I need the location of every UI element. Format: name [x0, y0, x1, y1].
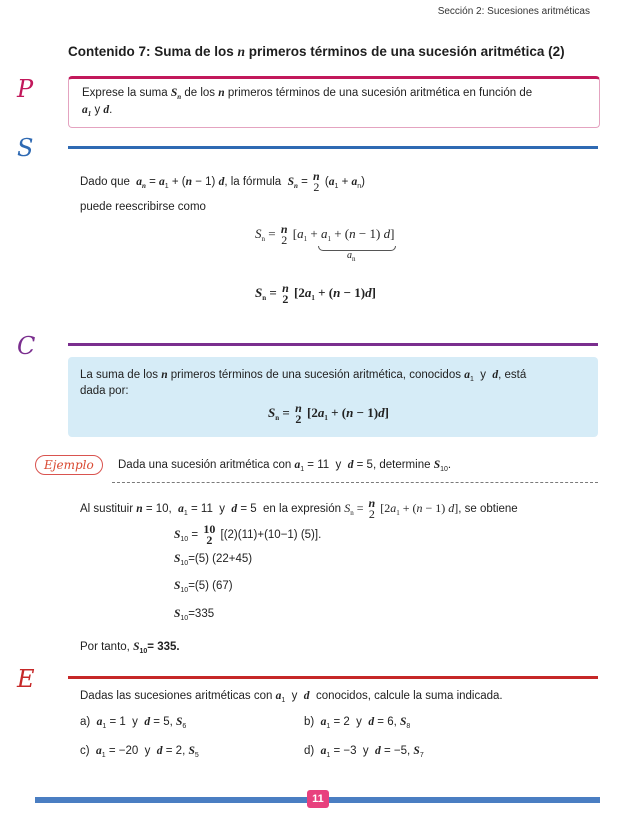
exercise-b: b) $a_1 = 2$ y d = 6, $S_8$: [304, 716, 411, 730]
page-title: Contenido 7: Suma de los n primeros términos de una sucesión aritmética (2): [68, 44, 565, 59]
formula-intermediate: $S_n$ = n 2 [$a_1 + a_1 + (n - 1)$ d]: [255, 222, 395, 247]
ejemplo-statement: Dada una sucesión aritmética con $a_1 = 11$ y d = 5, determine $S_{10}$.: [118, 459, 452, 473]
formula-c: $S_n$ = n 2 $[2a_1 + (n - 1)d]$: [268, 401, 389, 426]
step-4: $S_{10}=335$: [174, 608, 215, 622]
section-p-letter: P: [17, 75, 34, 103]
ejemplo-conclusion: Por tanto, $S_{10}= 335$.: [80, 641, 180, 655]
step-2: $S_{10}=(5)$ (22+45): [174, 553, 253, 567]
step-3: $S_{10}=(5)$ (67): [174, 580, 233, 594]
step-1: $S_{10}$ = 10 2 [(2)(11)+(10−1) (5)].: [174, 522, 322, 547]
section-c-line1: La suma de los n primeros términos de una sucesión aritmética, conocidos $a_1$ y d, está: [80, 369, 527, 383]
exercise-c: c) $a_1 = -20$ y d = 2, $S_5$: [80, 745, 199, 759]
underbrace: [318, 246, 396, 251]
formula-sn: $S_n$ = n 2 $[2a_1 + (n - 1)d]$: [255, 281, 376, 306]
ejemplo-rule: [112, 478, 598, 483]
section-c-letter: C: [17, 332, 36, 360]
exercise-d: d) $a_1 = -3$ y d = −5, $S_7$: [304, 745, 424, 759]
page-number: 11: [307, 790, 329, 808]
section-s-letter: S: [17, 134, 34, 162]
section-s-rewrite: puede reescribirse como: [80, 201, 206, 213]
section-p-box: [68, 76, 600, 128]
section-c-rule: [68, 343, 598, 346]
section-s-rule: [68, 146, 598, 149]
ejemplo-sustituir: Al sustituir n = 10, $a_1 = 11$ y d = 5 en la expresión $S_n$ = n 2 [$2a_1 + (n - 1)$ d], se obtiene: [80, 496, 518, 521]
section-e-rule: [68, 676, 598, 679]
section-p-line1: Exprese la suma $S_n$ de los n primeros términos de una sucesión aritmética en función de: [82, 87, 533, 101]
section-s-given: Dado que $a_n = a_1 + (n - 1)$ d, la fórmula $S_n$ = n 2 $(a_1 + a_n)$: [80, 169, 365, 194]
underbrace-label: $a_n$: [347, 250, 356, 263]
section-e-intro: Dadas las sucesiones aritméticas con $a_1$ y d conocidos, calcule la suma indicada.: [80, 690, 503, 704]
section-p-line2: $a_1$ y d.: [82, 104, 113, 118]
title-n: n: [237, 44, 246, 59]
exercise-a: a) $a_1 = 1$ y d = 5, $S_6$: [80, 716, 187, 730]
section-header: Sección 2: Sucesiones aritméticas: [437, 6, 590, 17]
section-c-line2: dada por:: [80, 385, 129, 397]
section-e-letter: E: [17, 665, 35, 693]
ejemplo-label: Ejemplo: [35, 455, 103, 475]
